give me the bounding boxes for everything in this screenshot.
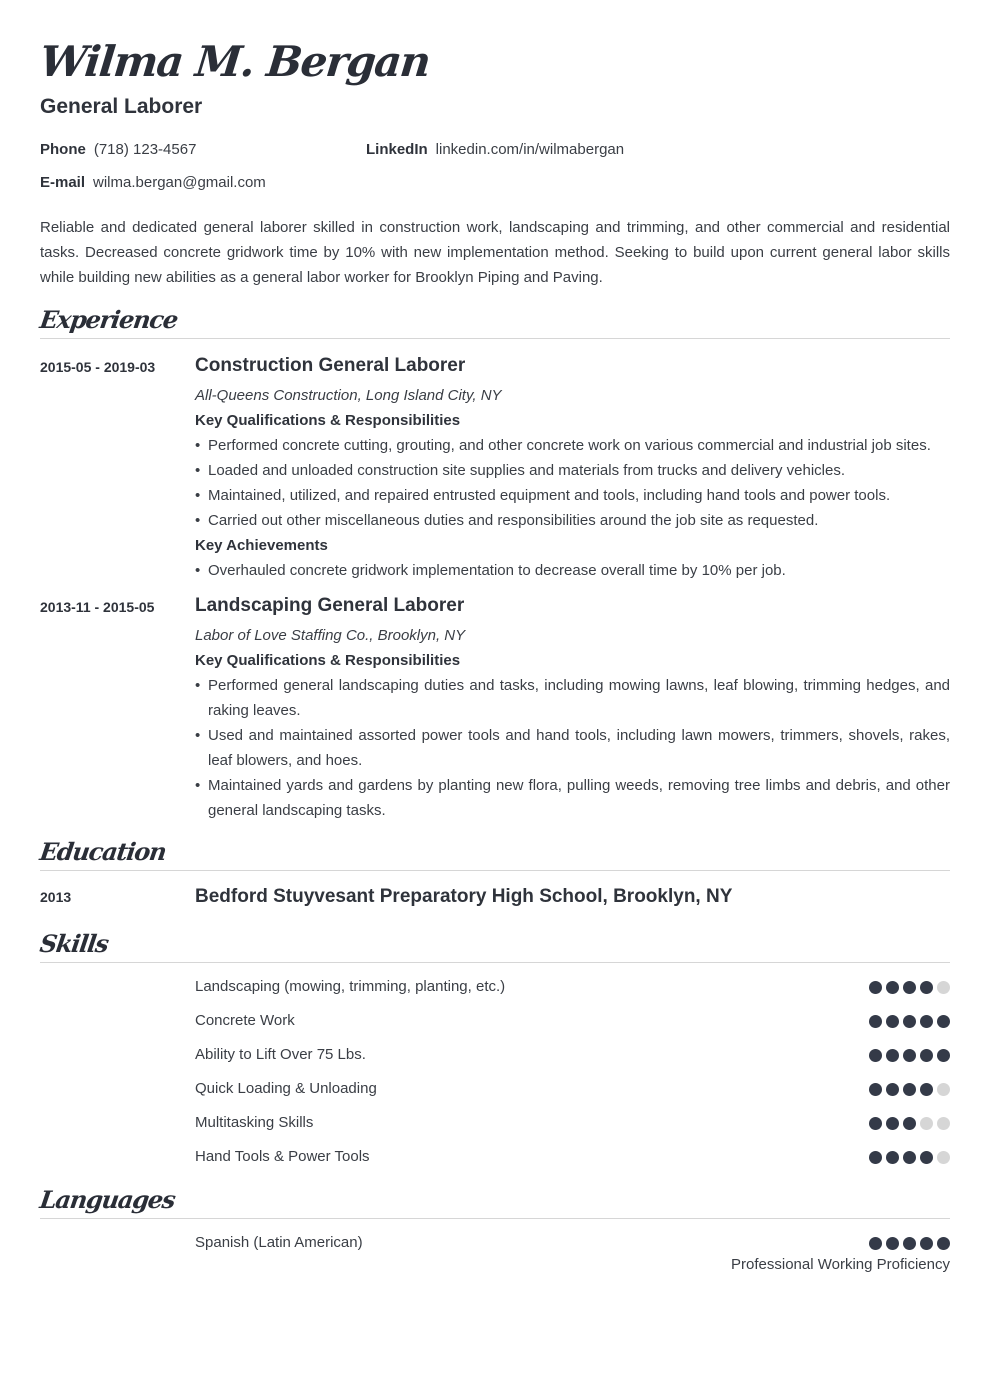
list-item: • Carried out other miscellaneous duties and responsibilities around the job site as requested. (195, 508, 950, 533)
skill-item (195, 1147, 950, 1167)
language-item (195, 1233, 950, 1273)
qualifications-list (195, 433, 950, 533)
section-experience-heading (40, 305, 950, 339)
rating-dot-filled-icon (869, 1083, 882, 1096)
language-name: Spanish (Latin American) (195, 1234, 363, 1251)
rating-dot-filled-icon (920, 1151, 933, 1164)
qualifications-heading: Key Qualifications & Responsibilities (195, 652, 461, 669)
list-item: • Maintained yards and gardens by planting new flora, pulling weeds, removing tree limbs and debris, and other general landscaping tasks. (195, 773, 950, 823)
rating-dot-filled-icon (937, 1049, 950, 1062)
skill-name: Landscaping (mowing, trimming, planting, etc.) (195, 978, 506, 995)
achievements-heading: Key Achievements (195, 537, 328, 554)
rating-dot-filled-icon (886, 1083, 899, 1096)
email-label: E-mail (40, 174, 86, 191)
phone-value: (718) 123-4567 (93, 141, 197, 158)
skill-rating (869, 1117, 950, 1130)
skill-rating (869, 1151, 950, 1164)
rating-dot-empty-icon (937, 1083, 950, 1096)
rating-dot-filled-icon (920, 1015, 933, 1028)
rating-dot-filled-icon (903, 1237, 916, 1250)
education-school: Bedford Stuyvesant Preparatory High School, Brooklyn, NY (195, 886, 733, 907)
job-company: Labor of Love Staffing Co., Brooklyn, NY (195, 627, 466, 644)
linkedin-link[interactable]: linkedin.com/in/wilmabergan (435, 141, 625, 158)
job-company: All-Queens Construction, Long Island City, NY (195, 387, 502, 404)
skill-name: Hand Tools & Power Tools (195, 1148, 370, 1165)
skill-item (195, 1113, 950, 1133)
rating-dot-filled-icon (903, 1083, 916, 1096)
rating-dot-filled-icon (886, 1237, 899, 1250)
list-item: • Used and maintained assorted power tools and hand tools, including lawn mowers, trimmers, shovels, rakes, leaf blowers, and hoes. (195, 723, 950, 773)
section-title: Languages (38, 1185, 177, 1214)
rating-dot-filled-icon (920, 1049, 933, 1062)
rating-dot-filled-icon (869, 1237, 882, 1250)
rating-dot-filled-icon (869, 1117, 882, 1130)
rating-dot-empty-icon (937, 981, 950, 994)
contact-email (40, 173, 266, 193)
skill-rating (869, 1083, 950, 1096)
rating-dot-filled-icon (886, 1015, 899, 1028)
skill-item (195, 1011, 950, 1031)
job-title: General Laborer (40, 95, 203, 118)
rating-dot-empty-icon (920, 1117, 933, 1130)
contact-linkedin (366, 140, 624, 160)
job-dates: 2013-11 - 2015-05 (40, 599, 155, 615)
skill-rating (869, 1015, 950, 1028)
section-title: Education (38, 837, 168, 866)
section-languages-heading (40, 1185, 950, 1219)
email-link[interactable]: wilma.bergan@gmail.com (93, 174, 266, 191)
rating-dot-filled-icon (869, 1049, 882, 1062)
rating-dot-filled-icon (903, 1015, 916, 1028)
rating-dot-filled-icon (903, 981, 916, 994)
section-education-heading (40, 837, 950, 871)
rating-dot-filled-icon (903, 1117, 916, 1130)
skill-item (195, 1045, 950, 1065)
skill-item (195, 1079, 950, 1099)
section-title: Skills (38, 929, 110, 958)
list-item: • Performed general landscaping duties and tasks, including mowing lawns, leaf blowing, trimming hedges, and raking leaves. (195, 673, 950, 723)
language-rating (869, 1237, 950, 1250)
skill-name: Concrete Work (195, 1012, 295, 1029)
skill-rating (869, 1049, 950, 1062)
skill-name: Quick Loading & Unloading (195, 1080, 377, 1097)
skill-item (195, 977, 950, 997)
list-item: • Maintained, utilized, and repaired entrusted equipment and tools, including hand tools and power tools. (195, 483, 950, 508)
list-item: • Overhauled concrete gridwork implementation to decrease overall time by 10% per job. (195, 558, 950, 583)
rating-dot-filled-icon (886, 1117, 899, 1130)
phone-label: Phone (40, 141, 86, 158)
rating-dot-filled-icon (937, 1237, 950, 1250)
rating-dot-filled-icon (869, 1151, 882, 1164)
rating-dot-filled-icon (869, 1015, 882, 1028)
qualifications-heading: Key Qualifications & Responsibilities (195, 412, 461, 429)
rating-dot-filled-icon (920, 1237, 933, 1250)
rating-dot-filled-icon (903, 1151, 916, 1164)
rating-dot-filled-icon (920, 981, 933, 994)
rating-dot-filled-icon (886, 981, 899, 994)
rating-dot-filled-icon (903, 1049, 916, 1062)
achievements-list (195, 558, 950, 583)
rating-dot-filled-icon (869, 981, 882, 994)
rating-dot-filled-icon (920, 1083, 933, 1096)
rating-dot-filled-icon (886, 1049, 899, 1062)
section-skills-heading (40, 929, 950, 963)
rating-dot-filled-icon (937, 1015, 950, 1028)
qualifications-list (195, 673, 950, 823)
skill-name: Ability to Lift Over 75 Lbs. (195, 1046, 366, 1063)
education-year: 2013 (40, 889, 72, 905)
language-proficiency: Professional Working Proficiency (731, 1256, 950, 1273)
section-title: Experience (38, 305, 180, 334)
profile-summary: Reliable and dedicated general laborer skilled in construction work, landscaping and trimming, and other commercial and residential tasks. Decreased concrete gridwork time by 10% with new implementation method. Seeking to build upon current general labor skills while building new abilities as a general labor worker for Brooklyn Piping and Paving. (40, 219, 950, 286)
rating-dot-empty-icon (937, 1151, 950, 1164)
list-item: • Performed concrete cutting, grouting, and other concrete work on various commercial and industrial job sites. (195, 433, 950, 458)
list-item: • Loaded and unloaded construction site supplies and materials from trucks and delivery vehicles. (195, 458, 950, 483)
job-dates: 2015-05 - 2019-03 (40, 359, 156, 375)
rating-dot-empty-icon (937, 1117, 950, 1130)
candidate-name: Wilma M. Bergan (37, 37, 432, 86)
job-role: Landscaping General Laborer (195, 595, 465, 616)
skill-name: Multitasking Skills (195, 1114, 314, 1131)
job-role: Construction General Laborer (195, 355, 466, 376)
skill-rating (869, 981, 950, 994)
contact-phone (40, 140, 196, 160)
rating-dot-filled-icon (886, 1151, 899, 1164)
linkedin-label: LinkedIn (366, 141, 428, 158)
